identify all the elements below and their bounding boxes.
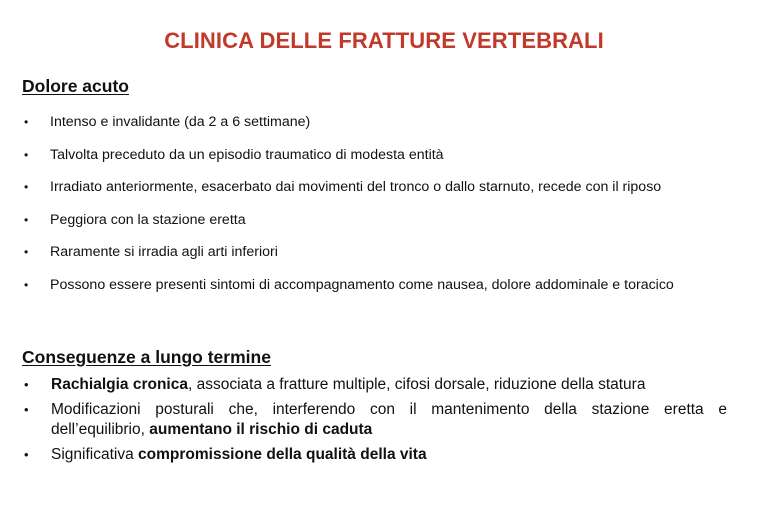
list-item-text: Intenso e invalidante (da 2 a 6 settimane): [50, 114, 311, 130]
bullet-icon: •: [24, 180, 29, 194]
list-item: [0, 375, 768, 395]
bullet-icon: •: [24, 115, 29, 129]
list-item: [0, 178, 768, 211]
section-heading-acute-pain: Dolore acuto: [22, 76, 129, 96]
plain-text: dell’equilibrio,: [51, 421, 150, 438]
emphasis-text: compromissione della qualità della vita: [138, 446, 427, 463]
list-item-text: Peggiora con la stazione eretta: [50, 211, 246, 228]
bullet-icon: •: [24, 447, 29, 462]
plain-text: , associata a fratture multiple, cifosi dorsale, riduzione della statura: [187, 376, 646, 393]
bullet-icon: •: [24, 212, 29, 227]
bullet-icon: •: [24, 245, 29, 259]
text-line: Modificazioni posturali che, interferendo con il mantenimento della stazione eretta e: [51, 401, 727, 418]
bullet-icon: •: [24, 402, 29, 417]
emphasis-text: Rachialgia cronica: [51, 376, 188, 393]
acute-pain-list: [0, 113, 768, 308]
list-item: [0, 445, 768, 465]
list-item-text: Talvolta preceduto da un episodio traumatico di modesta entità: [50, 146, 444, 163]
bullet-icon: •: [24, 377, 29, 392]
list-item-text: Irradiato anteriormente, esacerbato dai movimenti del tronco o dallo starnuto, recede con il riposo: [50, 179, 662, 195]
list-item: [0, 113, 768, 146]
list-item: [0, 243, 768, 276]
text-line: [51, 420, 727, 440]
list-item-text: [51, 375, 727, 395]
bullet-icon: •: [24, 147, 29, 162]
list-item: [0, 400, 768, 440]
emphasis-text: aumentano il rischio di caduta: [149, 421, 373, 438]
long-term-list: [0, 375, 768, 470]
list-item-text: [51, 445, 727, 465]
list-item-text: Raramente si irradia agli arti inferiori: [50, 244, 278, 260]
list-item: [0, 211, 768, 244]
plain-text: Significativa: [51, 446, 139, 463]
list-item: [0, 276, 768, 309]
list-item: [0, 146, 768, 179]
list-item-text: Possono essere presenti sintomi di accompagnamento come nausea, dolore addominale e toracico: [50, 276, 674, 293]
slide-title: CLINICA DELLE FRATTURE VERTEBRALI: [164, 28, 604, 53]
list-item-text: [51, 400, 727, 440]
section-heading-long-term: Conseguenze a lungo termine: [22, 347, 271, 367]
bullet-icon: •: [24, 277, 29, 292]
